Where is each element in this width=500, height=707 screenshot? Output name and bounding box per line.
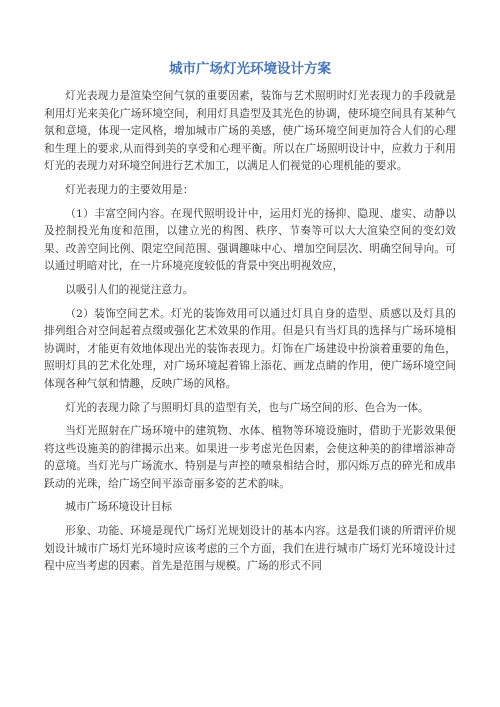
- paragraph: 形象、功能、环境是现代广场灯光规划设计的基本内容。这是我们谈的所谓评价规划设计城市广场灯光环境时应该考虑的三个方面，我们在进行城市广场灯光环境设计过程中应当考虑的因素。首先是范围与规模。广场的形式不同: [44, 525, 456, 573]
- document-title: 城市广场灯光环境设计方案: [169, 61, 331, 77]
- paragraph: 当灯光照射在广场环境中的建筑物、水体、植物等环境设施时，借助于光影效果便将这些设施美的韵律揭示出来。如果进一步考虑光色因素，会使这种美的韵律增添神奇的意境。当灯光与广场流水、特别是与声控的喷泉相结合时，那闪烁万点的碎光和成串跃动的光珠，给广场空间平添奇丽多姿的艺术韵味。: [44, 425, 456, 490]
- section-heading: 城市广场环境设计目标: [65, 501, 173, 514]
- paragraph: （1）丰富空间内容。在现代照明设计中，运用灯光的扬抑、隐现、虚实、动静以及控制投光角度和范围，以建立光的构图、秩序、节奏等可以大大渲染空间的变幻效果、改善空间比例、限定空间范围、强调趣味中心、增加空间层次、明确空间导向。可以通过明暗对比，在一片环境亮度较低的背景中突出明视效应，: [44, 207, 456, 273]
- paragraph: 灯光表现力的主要效用是：: [65, 183, 194, 196]
- document-page: [44, 60, 456, 582]
- paragraph: 灯光表现力是渲染空间气氛的重要因素，装饰与艺术照明时灯光表现力的手段就是利用灯光来美化广场环境空间，利用灯具造型及其光色的协调，使环境空间具有某种气氛和意境，体现一定风格，增加城市广场的美感，使广场环境空间更加符合人们的心理和生理上的要求,从而得到美的享受和心理平衡。所以在广场照明设计中，应救力于利用灯光的表现力对环境空间进行艺术加工，以满足人们视觉的心理机能的要求。: [44, 90, 456, 173]
- paragraph: 灯光的表现力除了与照明灯具的造型有关，也与广场空间的形、色合为一体。: [65, 401, 429, 414]
- paragraph: （2）装饰空间艺术。灯光的装饰效用可以通过灯具自身的造型、质感以及灯具的排列组合对空间起着点缀或强化艺术效果的作用。但是只有当灯具的选择与广场环境相协调时，才能更有效地体现出光的装饰表现力。灯饰在广场建设中扮演着重要的角色，照明灯具的艺术化处理，对广场环境起着锦上添花、画龙点睛的作用，使广场环境空间体现各种气氛和情趣，反映广场的风格。: [44, 307, 456, 390]
- paragraph: 以吸引人们的视觉注意力。: [65, 283, 194, 296]
